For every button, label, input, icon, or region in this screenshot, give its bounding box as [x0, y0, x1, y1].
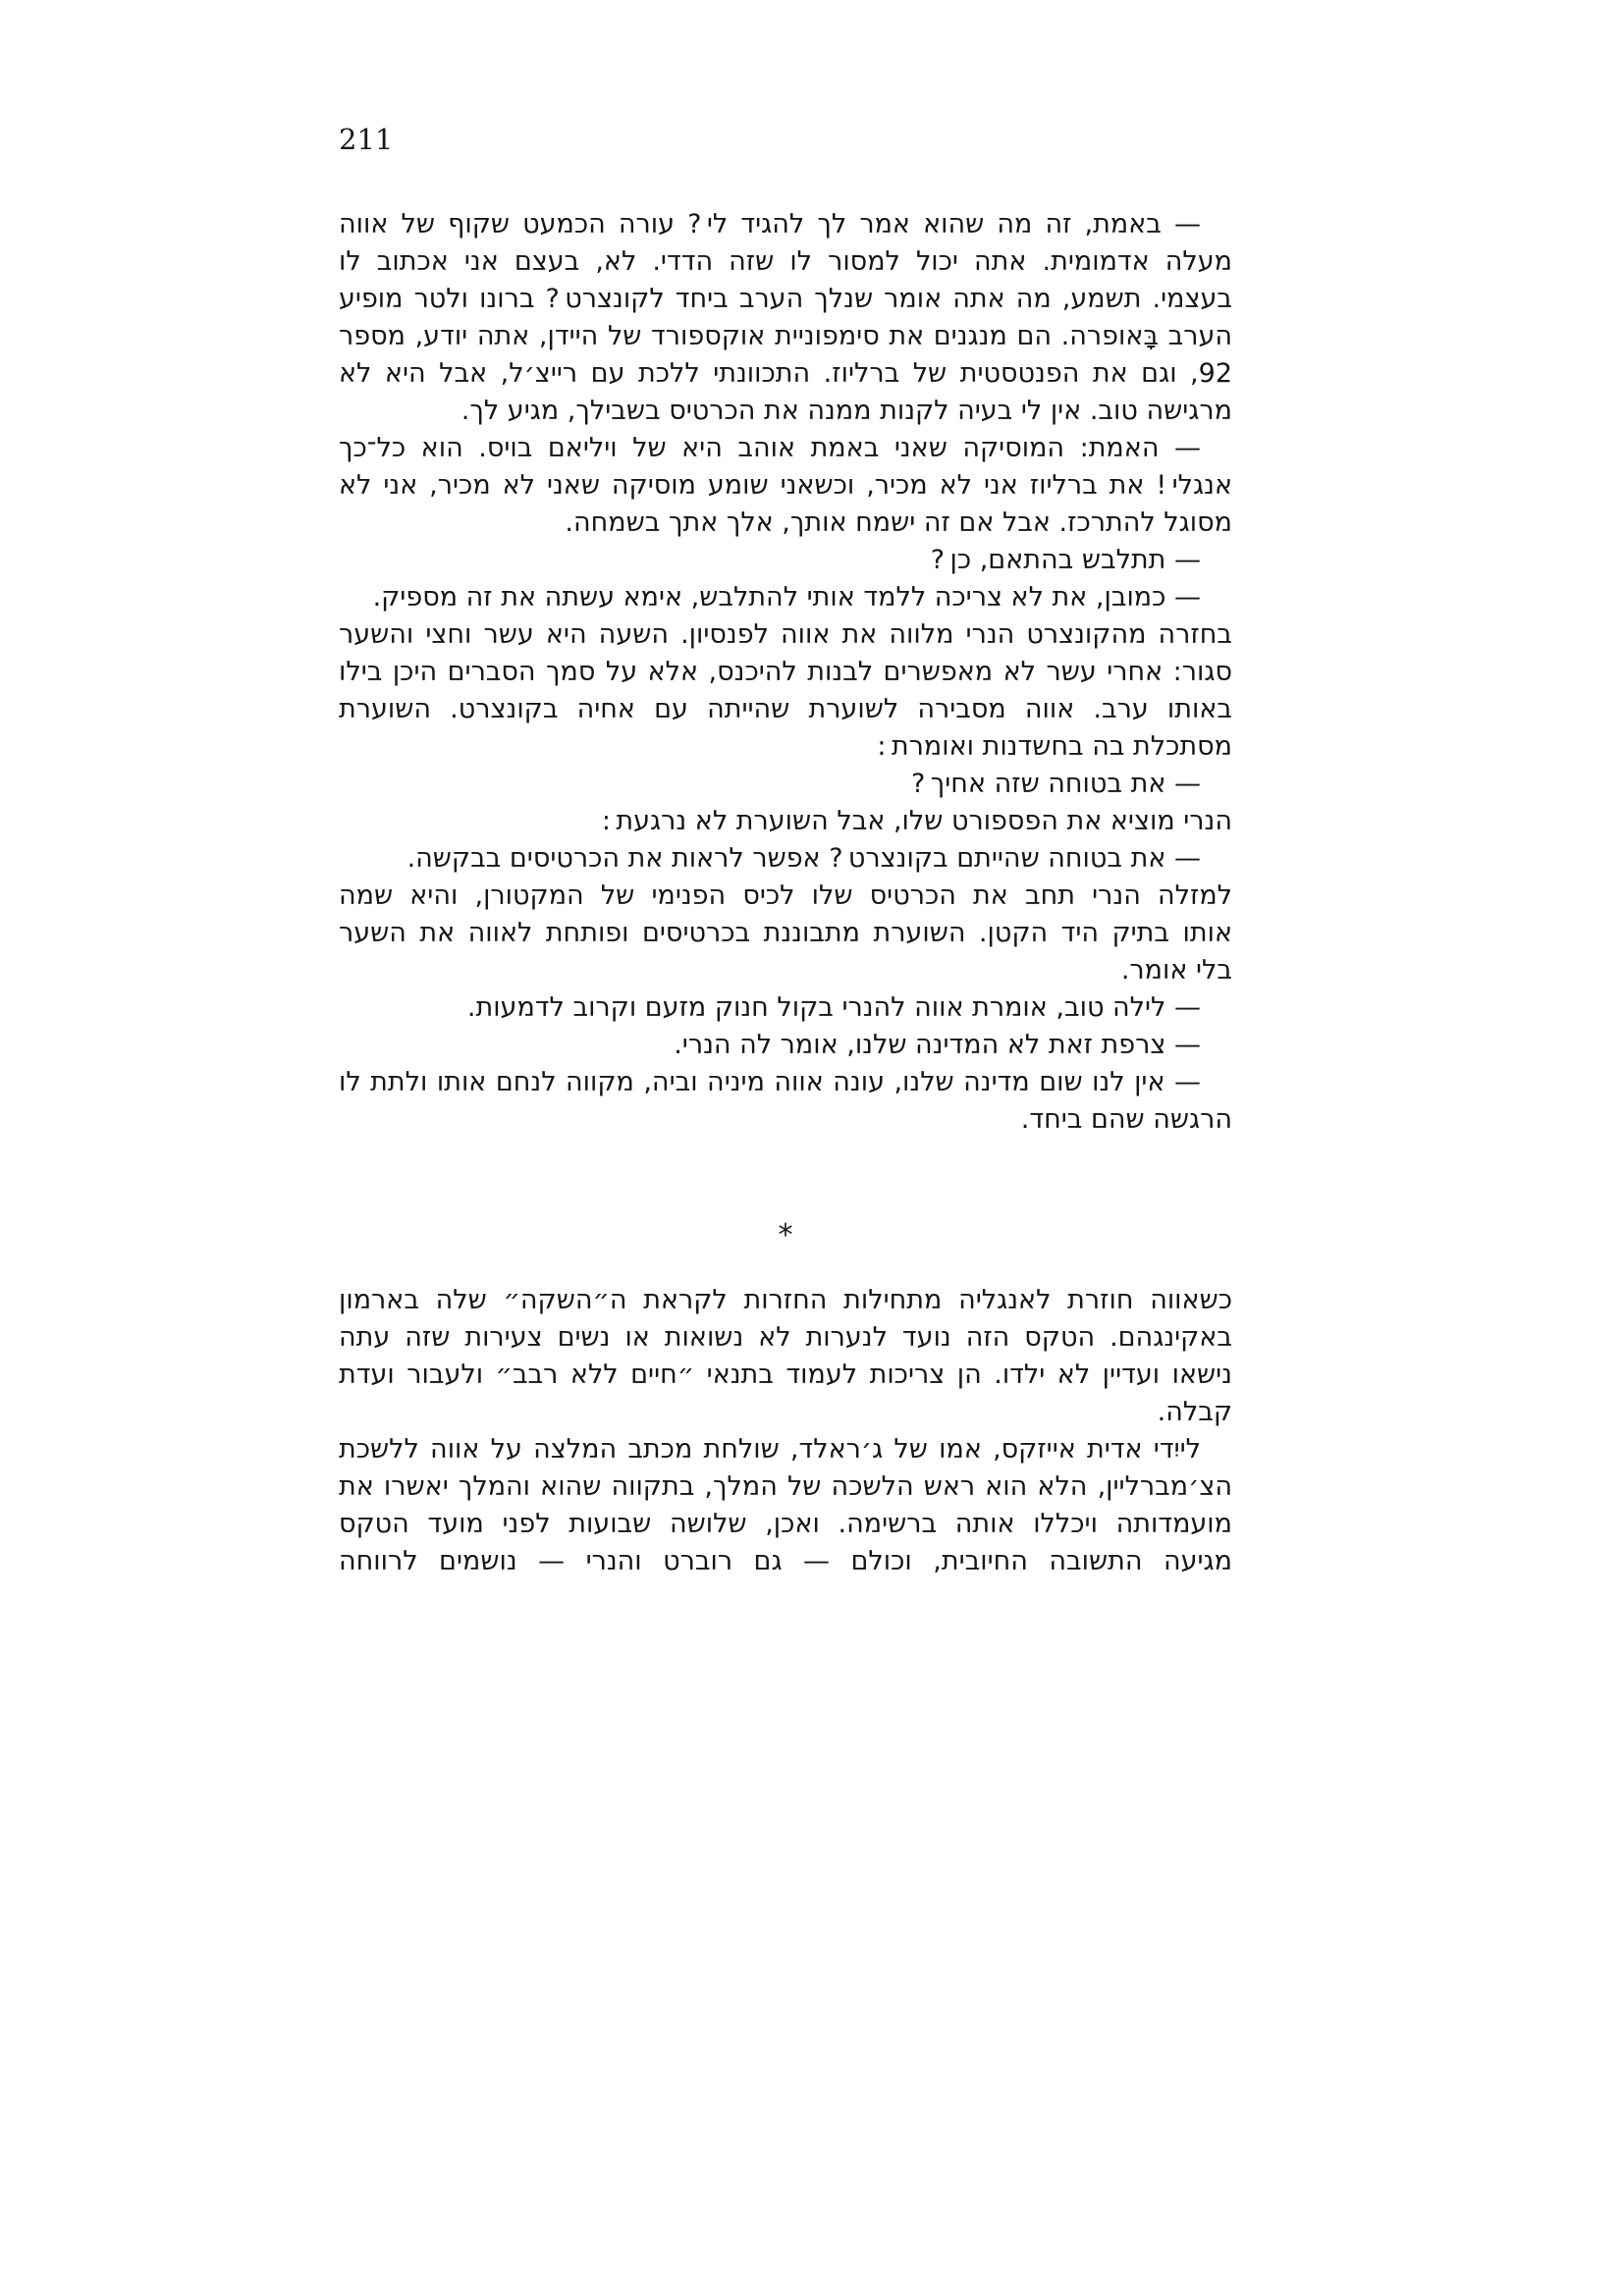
text-line: קבלה. — [1157, 1397, 1232, 1427]
paragraph-dialogue — [339, 579, 1232, 616]
text-block — [339, 206, 1232, 1580]
text-line: בעצמי. תשמע, מה אתה אומר שנלך הערב ביחד לקונצרט ? ברונו ולטר מופיע — [339, 284, 1232, 314]
text-line: — את בטוחה שהייתם בקונצרט ? אפשר לראות את הכרטיסים בבקשה. — [406, 843, 1201, 874]
paragraph-narrative — [339, 1431, 1232, 1580]
text-line: — לילה טוב, אומרת אווה להנרי בקול חנוק מזעם וקרוב לדמעות. — [466, 992, 1201, 1023]
text-line: מסוגל להתרכז. אבל אם זה ישמח אותך, אלך אתך בשמחה. — [565, 507, 1232, 538]
text-line: הערב בָּאופרה. הם מנגנים את סימפוניית אוקספורד של היידן, אתה יודע, מספר — [339, 321, 1232, 351]
paragraph-narrative — [339, 616, 1232, 766]
text-line: בלי אומר. — [1120, 955, 1232, 986]
text-line: — האמת: המוסיקה שאני באמת אוהב היא של ויליאם בויס. הוא כל־כך — [339, 433, 1201, 463]
paragraph-narrative — [339, 803, 1232, 840]
text-line: למזלה הנרי תחב את הכרטיס שלו לכיס הפנימי של המקטורן, והיא שמה — [339, 881, 1232, 911]
text-line: הצ׳מברליין, הלא הוא ראש הלשכה של המלך, בתקווה שהוא והמלך יאשרו את — [339, 1471, 1232, 1502]
paragraph-dialogue — [339, 989, 1232, 1027]
paragraph-dialogue — [339, 840, 1232, 878]
text-line: אנגלי ! את ברליוז אני לא מכיר, וכשאני שומע מוסיקה שאני לא מכיר, אני לא — [339, 470, 1232, 501]
text-line: — באמת, זה מה שהוא אמר לך להגיד לי ? עורה הכמעט שקוף של אווה — [339, 209, 1201, 240]
text-line: מועמדותה ויכללו אותה ברשימה. ואכן, שלושה שבועות לפני מועד הטקס — [339, 1509, 1232, 1539]
text-line: — את בטוחה שזה אחיך ? — [911, 769, 1201, 799]
text-line: — צרפת זאת לא המדינה שלנו, אומר לה הנרי. — [674, 1030, 1201, 1060]
paragraph-dialogue — [339, 542, 1232, 579]
paragraph-dialogue — [339, 1064, 1232, 1139]
text-line: מסתכלת בה בחשדנות ואומרת : — [877, 731, 1232, 762]
text-line: מגיעה התשובה החיובית, וכולם — גם רוברט והנרי — נושמים לרווחה — [339, 1546, 1232, 1576]
text-line: נישאו ועדיין לא ילדו. הן צריכות לעמוד בתנאי ״חיים ללא רבב״ ולעבור ועדת — [339, 1360, 1232, 1390]
text-line: באותו ערב. אווה מסבירה לשוערת שהייתה עם אחיה בקונצרט. השוערת — [339, 694, 1232, 724]
text-line: — אין לנו שום מדינה שלנו, עונה אווה מיניה וביה, מקווה לנחם אותו ולתת לו — [339, 1067, 1201, 1097]
page-number: 211 — [339, 123, 394, 156]
text-line: לייִדי אדית אייזקס, אמו של ג׳ראלד, שולחת מכתב המלצה על אווה ללשכת — [339, 1434, 1201, 1465]
paragraph-narrative — [339, 878, 1232, 989]
paragraph-narrative — [339, 1282, 1232, 1431]
paragraph-dialogue — [339, 766, 1232, 803]
text-line: בחזרה מהקונצרט הנרי מלווה את אווה לפנסיון. השעה היא עשר וחצי והשער — [339, 619, 1232, 650]
text-line: מעלה אדמומית. אתה יכול למסור לו שזה הדדי. לא, בעצם אני אכתוב לו — [339, 246, 1232, 277]
text-line: — תתלבש בהתאם, כן ? — [930, 545, 1201, 575]
text-line: הרגשה שהם ביחד. — [1020, 1104, 1232, 1135]
text-line: אותו בתיק היד הקטן. השוערת מתבוננת בכרטיסים ופותחת לאווה את השער — [339, 918, 1232, 948]
text-line: הנרי מוציא את הפספורט שלו, אבל השוערת לא נרגעת : — [601, 806, 1232, 836]
text-line: כשאווה חוזרת לאנגליה מתחילות החזרות לקראת ה״השקה״ שלה בארמון — [339, 1285, 1232, 1315]
section-separator: * — [778, 1218, 793, 1253]
text-line: מרגישה טוב. אין לי בעיה לקנות ממנה את הכרטיס בשבילך, מגיע לך. — [460, 396, 1232, 426]
text-line: באקינגהם. הטקס הזה נועד לנערות לא נשואות או נשים צעירות שזה עתה — [339, 1322, 1232, 1353]
paragraph-dialogue — [339, 1027, 1232, 1064]
paragraph-dialogue — [339, 430, 1232, 542]
paragraph-dialogue — [339, 206, 1232, 430]
text-line: סגור: אחרי עשר לא מאפשרים לבנות להיכנס, אלא על סמך הסברים היכן בילו — [339, 657, 1232, 687]
text-line: — כמובן, את לא צריכה ללמד אותי להתלבש, אימא עשתה את זה מספיק. — [372, 582, 1201, 613]
text-line: 92, וגם את הפנטסטית של ברליוז. התכוונתי ללכת עם רייצ׳ל, אבל היא לא — [339, 358, 1232, 389]
